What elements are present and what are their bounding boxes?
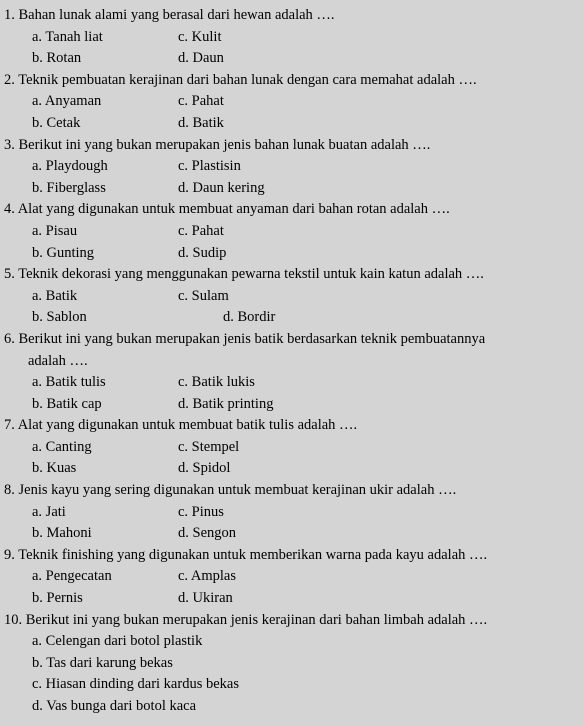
option-d: d. Daun kering [178, 179, 265, 196]
option-a: a. Jati [32, 503, 66, 520]
option-row [0, 286, 584, 308]
option-c: c. Amplas [178, 568, 236, 585]
option-d: d. Sengon [178, 525, 236, 542]
option-b: b. Kuas [32, 460, 77, 477]
option-row [0, 156, 584, 178]
option-row [0, 394, 584, 416]
option-d: d. Ukiran [178, 590, 233, 607]
option-row [0, 566, 584, 588]
option-a: a. Anyaman [32, 93, 102, 110]
question-text: Bahan lunak alami yang berasal dari hewan adalah …. [18, 7, 335, 23]
question-9 [0, 545, 584, 567]
option-row [0, 696, 584, 718]
option-b: b. Sablon [32, 309, 87, 326]
option-a: a. Playdough [32, 158, 108, 175]
option-d: d. Daun [178, 50, 224, 67]
option-a: a. Celengan dari botol plastik [32, 633, 203, 650]
option-d: d. Spidol [178, 460, 231, 477]
option-row [0, 372, 584, 394]
question-text: Jenis kayu yang sering digunakan untuk membuat kerajinan ukir adalah …. [18, 482, 457, 499]
option-b: b. Rotan [32, 50, 82, 67]
option-a: a. Canting [32, 438, 92, 455]
option-b: b. Cetak [32, 114, 81, 131]
option-b: b. Tas dari karung bekas [32, 654, 173, 671]
question-text-continuation: adalah …. [28, 352, 88, 369]
question-6 [0, 329, 584, 351]
question-7 [0, 415, 584, 437]
question-5 [0, 264, 584, 286]
option-c: c. Pinus [178, 503, 224, 520]
option-d: d. Sudip [178, 244, 227, 261]
option-row [0, 653, 584, 675]
option-row [0, 588, 584, 610]
question-8 [0, 480, 584, 502]
question-text: Alat yang digunakan untuk membuat batik tulis adalah …. [17, 417, 358, 434]
question-3 [0, 135, 584, 157]
question-text: Alat yang digunakan untuk membuat anyaman dari bahan rotan adalah …. [17, 201, 450, 218]
option-c: c. Pahat [178, 93, 224, 110]
question-10 [0, 610, 584, 632]
question-number: 4. [4, 201, 15, 218]
option-a: a. Pengecatan [32, 568, 112, 585]
option-row [0, 91, 584, 113]
option-c: c. Sulam [178, 287, 229, 304]
question-text: Teknik pembuatan kerajinan dari bahan lunak dengan cara memahat adalah …. [18, 71, 477, 88]
question-text: Teknik finishing yang digunakan untuk memberikan warna pada kayu adalah …. [18, 546, 488, 563]
option-row [0, 48, 584, 70]
question-number: 8. [4, 482, 15, 499]
option-b: b. Batik cap [32, 395, 102, 412]
option-c: c. Stempel [178, 438, 240, 455]
option-c: c. Hiasan dinding dari kardus bekas [32, 676, 239, 693]
option-c: c. Kulit [178, 28, 222, 45]
question-number: 10. [4, 611, 23, 628]
option-row [0, 502, 584, 524]
question-6-continuation [0, 351, 584, 373]
option-d: d. Bordir [223, 309, 276, 326]
option-row [0, 178, 584, 200]
option-row [0, 243, 584, 265]
question-number: 2. [4, 71, 15, 88]
question-number: 6. [4, 330, 15, 347]
question-4 [0, 199, 584, 221]
option-row [0, 113, 584, 135]
question-text: Berikut ini yang bukan merupakan jenis batik berdasarkan teknik pembuatannya [18, 330, 486, 347]
option-a: a. Tanah liat [32, 28, 103, 45]
question-2 [0, 70, 584, 92]
option-a: a. Pisau [32, 222, 78, 239]
question-number: 3. [4, 136, 15, 153]
option-a: a. Batik tulis [32, 374, 106, 391]
option-b: b. Mahoni [32, 525, 92, 542]
question-number: 1. [4, 7, 15, 23]
option-a: a. Batik [32, 287, 78, 304]
option-row [0, 27, 584, 49]
question-sheet [0, 5, 584, 718]
question-1 [0, 5, 584, 27]
question-text: Berikut ini yang bukan merupakan jenis kerajinan dari bahan limbah adalah …. [25, 611, 488, 628]
option-c: c. Batik lukis [178, 374, 255, 391]
option-c: c. Plastisin [178, 158, 241, 175]
option-row [0, 523, 584, 545]
option-row [0, 674, 584, 696]
option-row [0, 437, 584, 459]
option-c: c. Pahat [178, 222, 224, 239]
option-row [0, 631, 584, 653]
question-number: 7. [4, 417, 15, 434]
option-b: b. Pernis [32, 590, 83, 607]
option-row [0, 307, 584, 329]
question-number: 9. [4, 546, 15, 563]
option-row [0, 221, 584, 243]
question-number: 5. [4, 266, 15, 283]
option-d: d. Vas bunga dari botol kaca [32, 698, 197, 714]
question-text: Berikut ini yang bukan merupakan jenis bahan lunak buatan adalah …. [18, 136, 431, 153]
option-b: b. Fiberglass [32, 179, 106, 196]
option-d: d. Batik printing [178, 395, 274, 412]
option-row [0, 458, 584, 480]
option-d: d. Batik [178, 114, 224, 131]
option-b: b. Gunting [32, 244, 95, 261]
question-text: Teknik dekorasi yang menggunakan pewarna tekstil untuk kain katun adalah …. [18, 266, 484, 283]
